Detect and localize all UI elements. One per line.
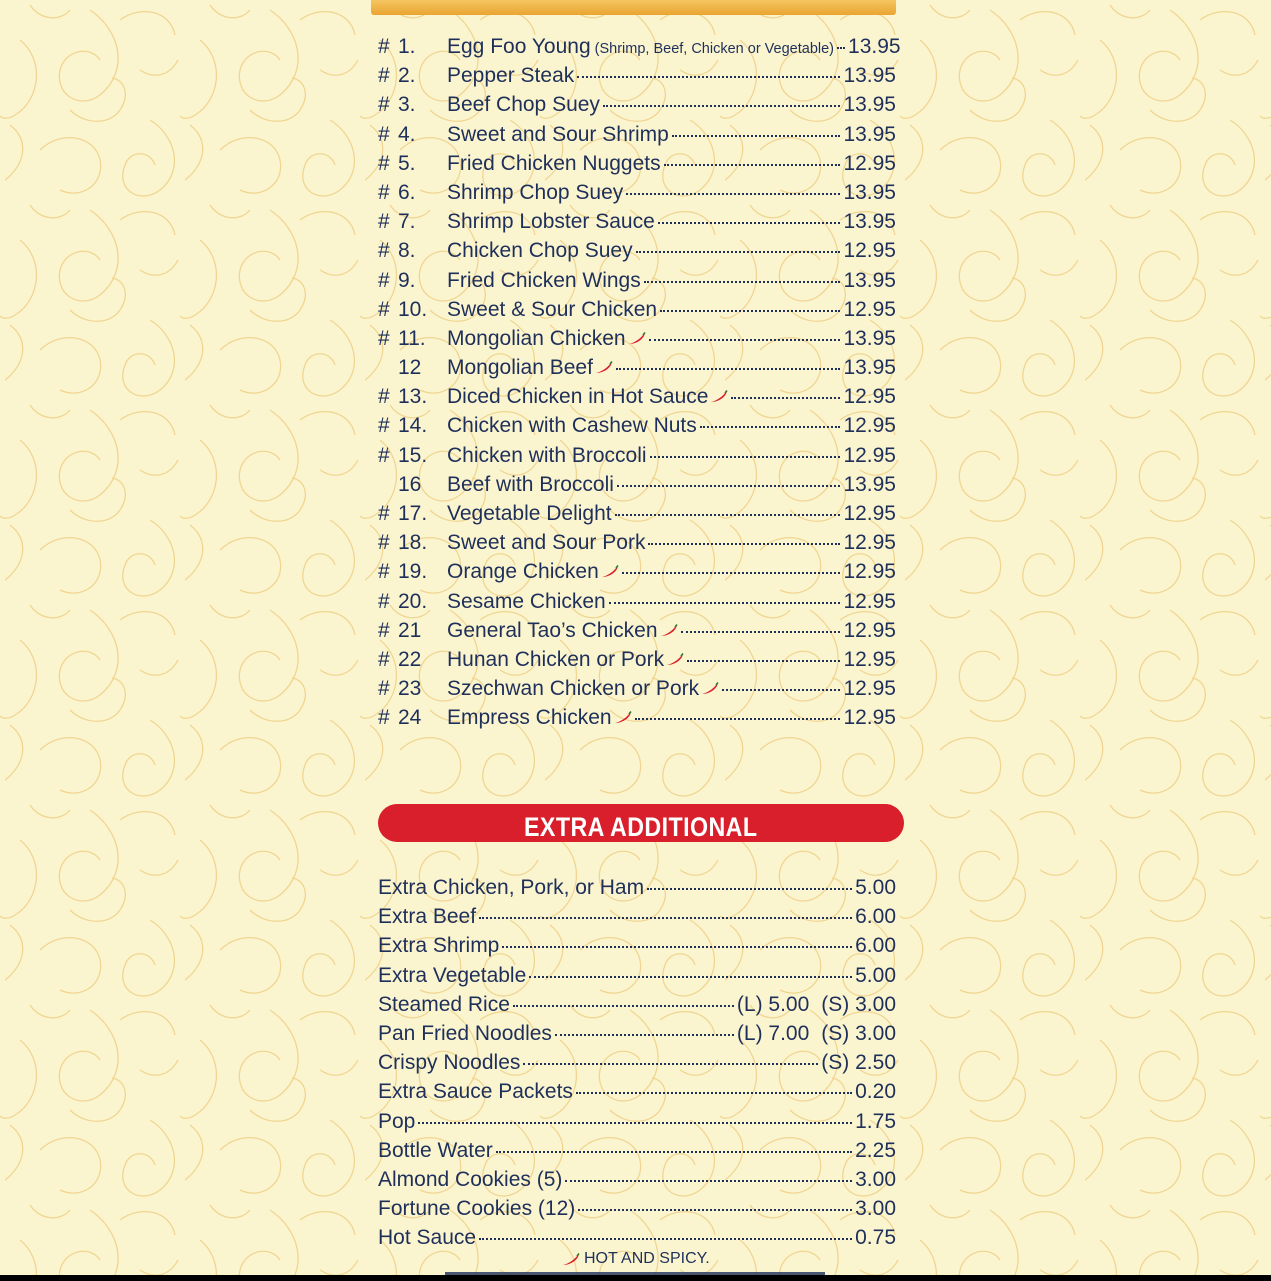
item-marker: # xyxy=(378,443,390,467)
item-number: 12 xyxy=(398,356,422,380)
item-name: Extra Sauce Packets xyxy=(378,1080,573,1104)
dot-leader xyxy=(687,660,840,662)
item-price: 13.95 xyxy=(843,64,896,88)
dot-leader xyxy=(648,543,840,545)
item-name: Szechwan Chicken or Pork xyxy=(447,677,700,701)
item-price: 5.00 xyxy=(855,876,896,899)
item-marker: # xyxy=(378,122,390,146)
item-name: Almond Cookies (5) xyxy=(378,1167,563,1191)
dot-leader xyxy=(479,1238,852,1240)
item-number: 1. xyxy=(398,35,416,58)
extra-item xyxy=(378,1136,896,1165)
dot-leader xyxy=(650,456,841,458)
dot-leader xyxy=(617,485,841,487)
dot-leader xyxy=(615,514,841,516)
item-marker: # xyxy=(378,647,390,671)
dot-leader xyxy=(577,76,840,78)
item-price: 13.95 xyxy=(843,326,896,350)
combo-item xyxy=(378,236,896,265)
item-price: 12.95 xyxy=(843,647,896,671)
combo-item xyxy=(378,645,896,674)
dot-leader xyxy=(418,1122,852,1124)
item-marker: # xyxy=(378,210,390,234)
item-price: 13.95 xyxy=(843,210,896,234)
item-number: 15. xyxy=(398,443,428,467)
item-name: Sweet & Sour Chicken xyxy=(447,297,658,321)
item-price: 0.20 xyxy=(855,1080,896,1104)
item-name: Sweet and Sour Pork xyxy=(447,531,646,555)
extra-item xyxy=(378,902,896,931)
item-number: 20. xyxy=(398,589,428,613)
extra-additional-banner xyxy=(378,804,904,842)
item-number: 10. xyxy=(398,297,428,321)
extra-item xyxy=(378,931,896,960)
item-number: 19. xyxy=(398,560,428,584)
combo-item xyxy=(378,470,896,499)
extra-item xyxy=(378,1194,896,1223)
chili-pepper-icon xyxy=(628,332,646,345)
combo-item xyxy=(378,557,896,586)
dot-leader xyxy=(700,426,841,428)
combo-item xyxy=(378,353,896,382)
item-name: Egg Foo Young xyxy=(447,35,591,58)
item-number: 13. xyxy=(398,385,428,409)
item-marker: # xyxy=(378,35,390,58)
item-price: (L) 7.00 xyxy=(736,1021,810,1045)
item-marker: # xyxy=(378,326,390,350)
item-name: Beef Chop Suey xyxy=(447,93,600,117)
item-price: (S) 2.50 xyxy=(821,1051,896,1075)
combo-item xyxy=(378,90,896,119)
dot-leader xyxy=(731,397,840,399)
item-marker: # xyxy=(378,706,390,730)
item-price: 12.95 xyxy=(843,706,896,730)
item-number: 11. xyxy=(398,326,426,350)
dot-leader xyxy=(616,368,841,370)
item-name: Mongolian Beef xyxy=(447,356,593,380)
chili-pepper-icon xyxy=(601,565,619,578)
dot-leader xyxy=(609,602,841,604)
combo-item xyxy=(378,120,896,149)
item-price: 1.75 xyxy=(855,1109,896,1133)
combo-item xyxy=(378,382,896,411)
item-name: Orange Chicken xyxy=(447,560,599,584)
item-name: Pop xyxy=(378,1109,416,1133)
combo-item xyxy=(378,703,896,732)
item-marker: # xyxy=(378,268,390,292)
section-title: EXTRA ADDITIONAL xyxy=(524,812,758,842)
item-number: 18. xyxy=(398,531,428,555)
item-number: 6. xyxy=(398,180,416,204)
item-price: 12.95 xyxy=(843,589,896,613)
dot-leader xyxy=(479,917,852,919)
dot-leader xyxy=(636,251,841,253)
bottom-edge-bar xyxy=(0,1275,1271,1281)
item-price: 13.95 xyxy=(843,356,896,380)
legend-label: HOT AND SPICY. xyxy=(584,1250,710,1267)
chili-pepper-icon xyxy=(710,390,728,403)
item-number: 2. xyxy=(398,64,416,88)
item-number: 21 xyxy=(398,618,422,642)
dot-leader xyxy=(644,281,841,283)
extra-item xyxy=(378,1077,896,1106)
chili-pepper-icon xyxy=(666,653,684,666)
combo-item xyxy=(378,324,896,353)
chili-pepper-icon xyxy=(660,624,678,637)
item-price: 13.95 xyxy=(843,93,896,117)
item-name: Steamed Rice xyxy=(378,992,510,1016)
item-name: Extra Beef xyxy=(378,905,477,929)
item-price: 0.75 xyxy=(855,1226,896,1250)
item-price: (L) 5.00 xyxy=(736,992,810,1016)
item-name: Chicken Chop Suey xyxy=(447,239,633,263)
item-price: 12.95 xyxy=(843,677,896,701)
item-note: (Shrimp, Beef, Chicken or Vegetable) xyxy=(594,41,835,57)
combo-item xyxy=(378,178,896,207)
item-name: Vegetable Delight xyxy=(447,502,612,525)
item-marker: # xyxy=(378,677,390,701)
dot-leader xyxy=(513,1005,734,1007)
item-price: 12.95 xyxy=(843,502,896,525)
item-name: Fortune Cookies (12) xyxy=(378,1197,576,1221)
dot-leader xyxy=(622,572,841,574)
item-marker: # xyxy=(378,180,390,204)
combo-item xyxy=(378,411,896,440)
item-price: 12.95 xyxy=(843,414,896,438)
combo-item xyxy=(378,61,896,90)
item-price: 12.95 xyxy=(843,443,896,467)
item-price: 12.95 xyxy=(843,618,896,642)
chili-pepper-icon xyxy=(595,361,613,374)
item-name: Hunan Chicken or Pork xyxy=(447,647,665,671)
item-name: Fried Chicken Nuggets xyxy=(447,151,661,175)
item-name: Diced Chicken in Hot Sauce xyxy=(447,385,709,409)
dot-leader xyxy=(502,946,852,948)
extra-additional-list xyxy=(378,873,896,1252)
chili-pepper-icon xyxy=(562,1253,580,1266)
combo-item xyxy=(378,207,896,236)
item-price: 12.95 xyxy=(843,385,896,409)
item-name: General Tao’s Chicken xyxy=(447,618,658,642)
dot-leader xyxy=(658,222,841,224)
item-name: Chicken with Cashew Nuts xyxy=(447,414,697,438)
dot-leader xyxy=(578,1209,852,1211)
dot-leader xyxy=(603,105,841,107)
dot-leader xyxy=(649,339,841,341)
dot-leader xyxy=(672,135,841,137)
item-marker: # xyxy=(378,385,390,409)
item-price: 5.00 xyxy=(855,963,896,987)
item-name: Shrimp Lobster Sauce xyxy=(447,210,655,234)
item-marker: # xyxy=(378,618,390,642)
item-price: 2.25 xyxy=(855,1138,896,1162)
item-marker: # xyxy=(378,239,390,263)
item-number: 7. xyxy=(398,210,416,234)
item-price: 12.95 xyxy=(843,560,896,584)
item-price: 13.95 xyxy=(843,180,896,204)
dot-leader xyxy=(626,193,840,195)
item-name: Chicken with Broccoli xyxy=(447,443,647,467)
item-name: Shrimp Chop Suey xyxy=(447,180,624,204)
extra-item xyxy=(378,1019,896,1048)
item-price: 12.95 xyxy=(843,151,896,175)
dot-leader xyxy=(496,1151,852,1153)
dot-leader xyxy=(529,976,852,978)
item-name: Empress Chicken xyxy=(447,706,612,730)
item-name: Pan Fried Noodles xyxy=(378,1021,552,1045)
item-name: Hot Sauce xyxy=(378,1226,477,1250)
combo-item xyxy=(378,441,896,470)
item-price: 13.95 xyxy=(848,35,901,58)
item-number: 9. xyxy=(398,268,416,292)
item-price: 3.00 xyxy=(855,1167,896,1191)
item-price: 6.00 xyxy=(855,934,896,958)
item-price: 13.95 xyxy=(843,122,896,146)
item-price-small: (S) 3.00 xyxy=(821,992,896,1016)
chili-pepper-icon xyxy=(701,682,719,695)
item-marker: # xyxy=(378,93,390,117)
dot-leader xyxy=(681,631,841,633)
dot-leader xyxy=(837,47,845,49)
item-marker: # xyxy=(378,64,390,88)
combo-menu-list xyxy=(378,32,901,733)
item-price-small: (S) 3.00 xyxy=(821,1021,896,1045)
item-number: 23 xyxy=(398,677,422,701)
item-number: 3. xyxy=(398,93,416,117)
item-price: 13.95 xyxy=(843,472,896,496)
item-marker: # xyxy=(378,560,390,584)
combo-item xyxy=(378,587,896,616)
item-price: 13.95 xyxy=(843,268,896,292)
item-marker: # xyxy=(378,297,390,321)
item-price: 3.00 xyxy=(855,1197,896,1221)
dot-leader xyxy=(722,689,840,691)
item-number: 5. xyxy=(398,151,416,175)
item-number: 22 xyxy=(398,647,422,671)
extra-item xyxy=(378,1223,896,1252)
combo-item xyxy=(378,149,896,178)
combo-item xyxy=(378,528,896,557)
item-marker: # xyxy=(378,414,390,438)
item-name: Bottle Water xyxy=(378,1138,493,1162)
combo-item xyxy=(378,295,896,324)
item-name: Sesame Chicken xyxy=(447,589,606,613)
item-marker: # xyxy=(378,589,390,613)
top-section-banner xyxy=(371,0,896,15)
item-name: Pepper Steak xyxy=(447,64,575,88)
item-marker: # xyxy=(378,151,390,175)
item-price: 12.95 xyxy=(843,297,896,321)
dot-leader xyxy=(660,310,840,312)
spicy-legend xyxy=(562,1250,710,1268)
item-name: Beef with Broccoli xyxy=(447,472,614,496)
item-marker: # xyxy=(378,531,390,555)
extra-item xyxy=(378,961,896,990)
item-name: Crispy Noodles xyxy=(378,1051,521,1075)
dot-leader xyxy=(523,1063,818,1065)
combo-item xyxy=(378,499,896,528)
item-name: Mongolian Chicken xyxy=(447,326,626,350)
extra-item xyxy=(378,1048,896,1077)
combo-item xyxy=(378,616,896,645)
combo-item xyxy=(378,674,896,703)
chili-pepper-icon xyxy=(614,711,632,724)
combo-item xyxy=(378,32,901,61)
item-number: 4. xyxy=(398,122,416,146)
combo-item xyxy=(378,266,896,295)
extra-item xyxy=(378,990,896,1019)
item-number: 17. xyxy=(398,502,428,525)
dot-leader xyxy=(664,164,841,166)
extra-item xyxy=(378,1107,896,1136)
item-name: Sweet and Sour Shrimp xyxy=(447,122,669,146)
dot-leader xyxy=(565,1180,852,1182)
extra-item xyxy=(378,1165,896,1194)
item-name: Extra Chicken, Pork, or Ham xyxy=(378,876,645,899)
item-number: 8. xyxy=(398,239,416,263)
item-name: Extra Vegetable xyxy=(378,963,527,987)
item-marker: # xyxy=(378,502,390,525)
extra-item xyxy=(378,873,896,902)
item-name: Extra Shrimp xyxy=(378,934,500,958)
item-number: 24 xyxy=(398,706,422,730)
item-price: 12.95 xyxy=(843,531,896,555)
item-number: 14. xyxy=(398,414,428,438)
item-name: Fried Chicken Wings xyxy=(447,268,641,292)
item-price: 6.00 xyxy=(855,905,896,929)
dot-leader xyxy=(635,718,841,720)
dot-leader xyxy=(555,1034,734,1036)
dot-leader xyxy=(576,1092,852,1094)
item-price: 12.95 xyxy=(843,239,896,263)
dot-leader xyxy=(647,888,852,890)
item-number: 16 xyxy=(398,472,422,496)
